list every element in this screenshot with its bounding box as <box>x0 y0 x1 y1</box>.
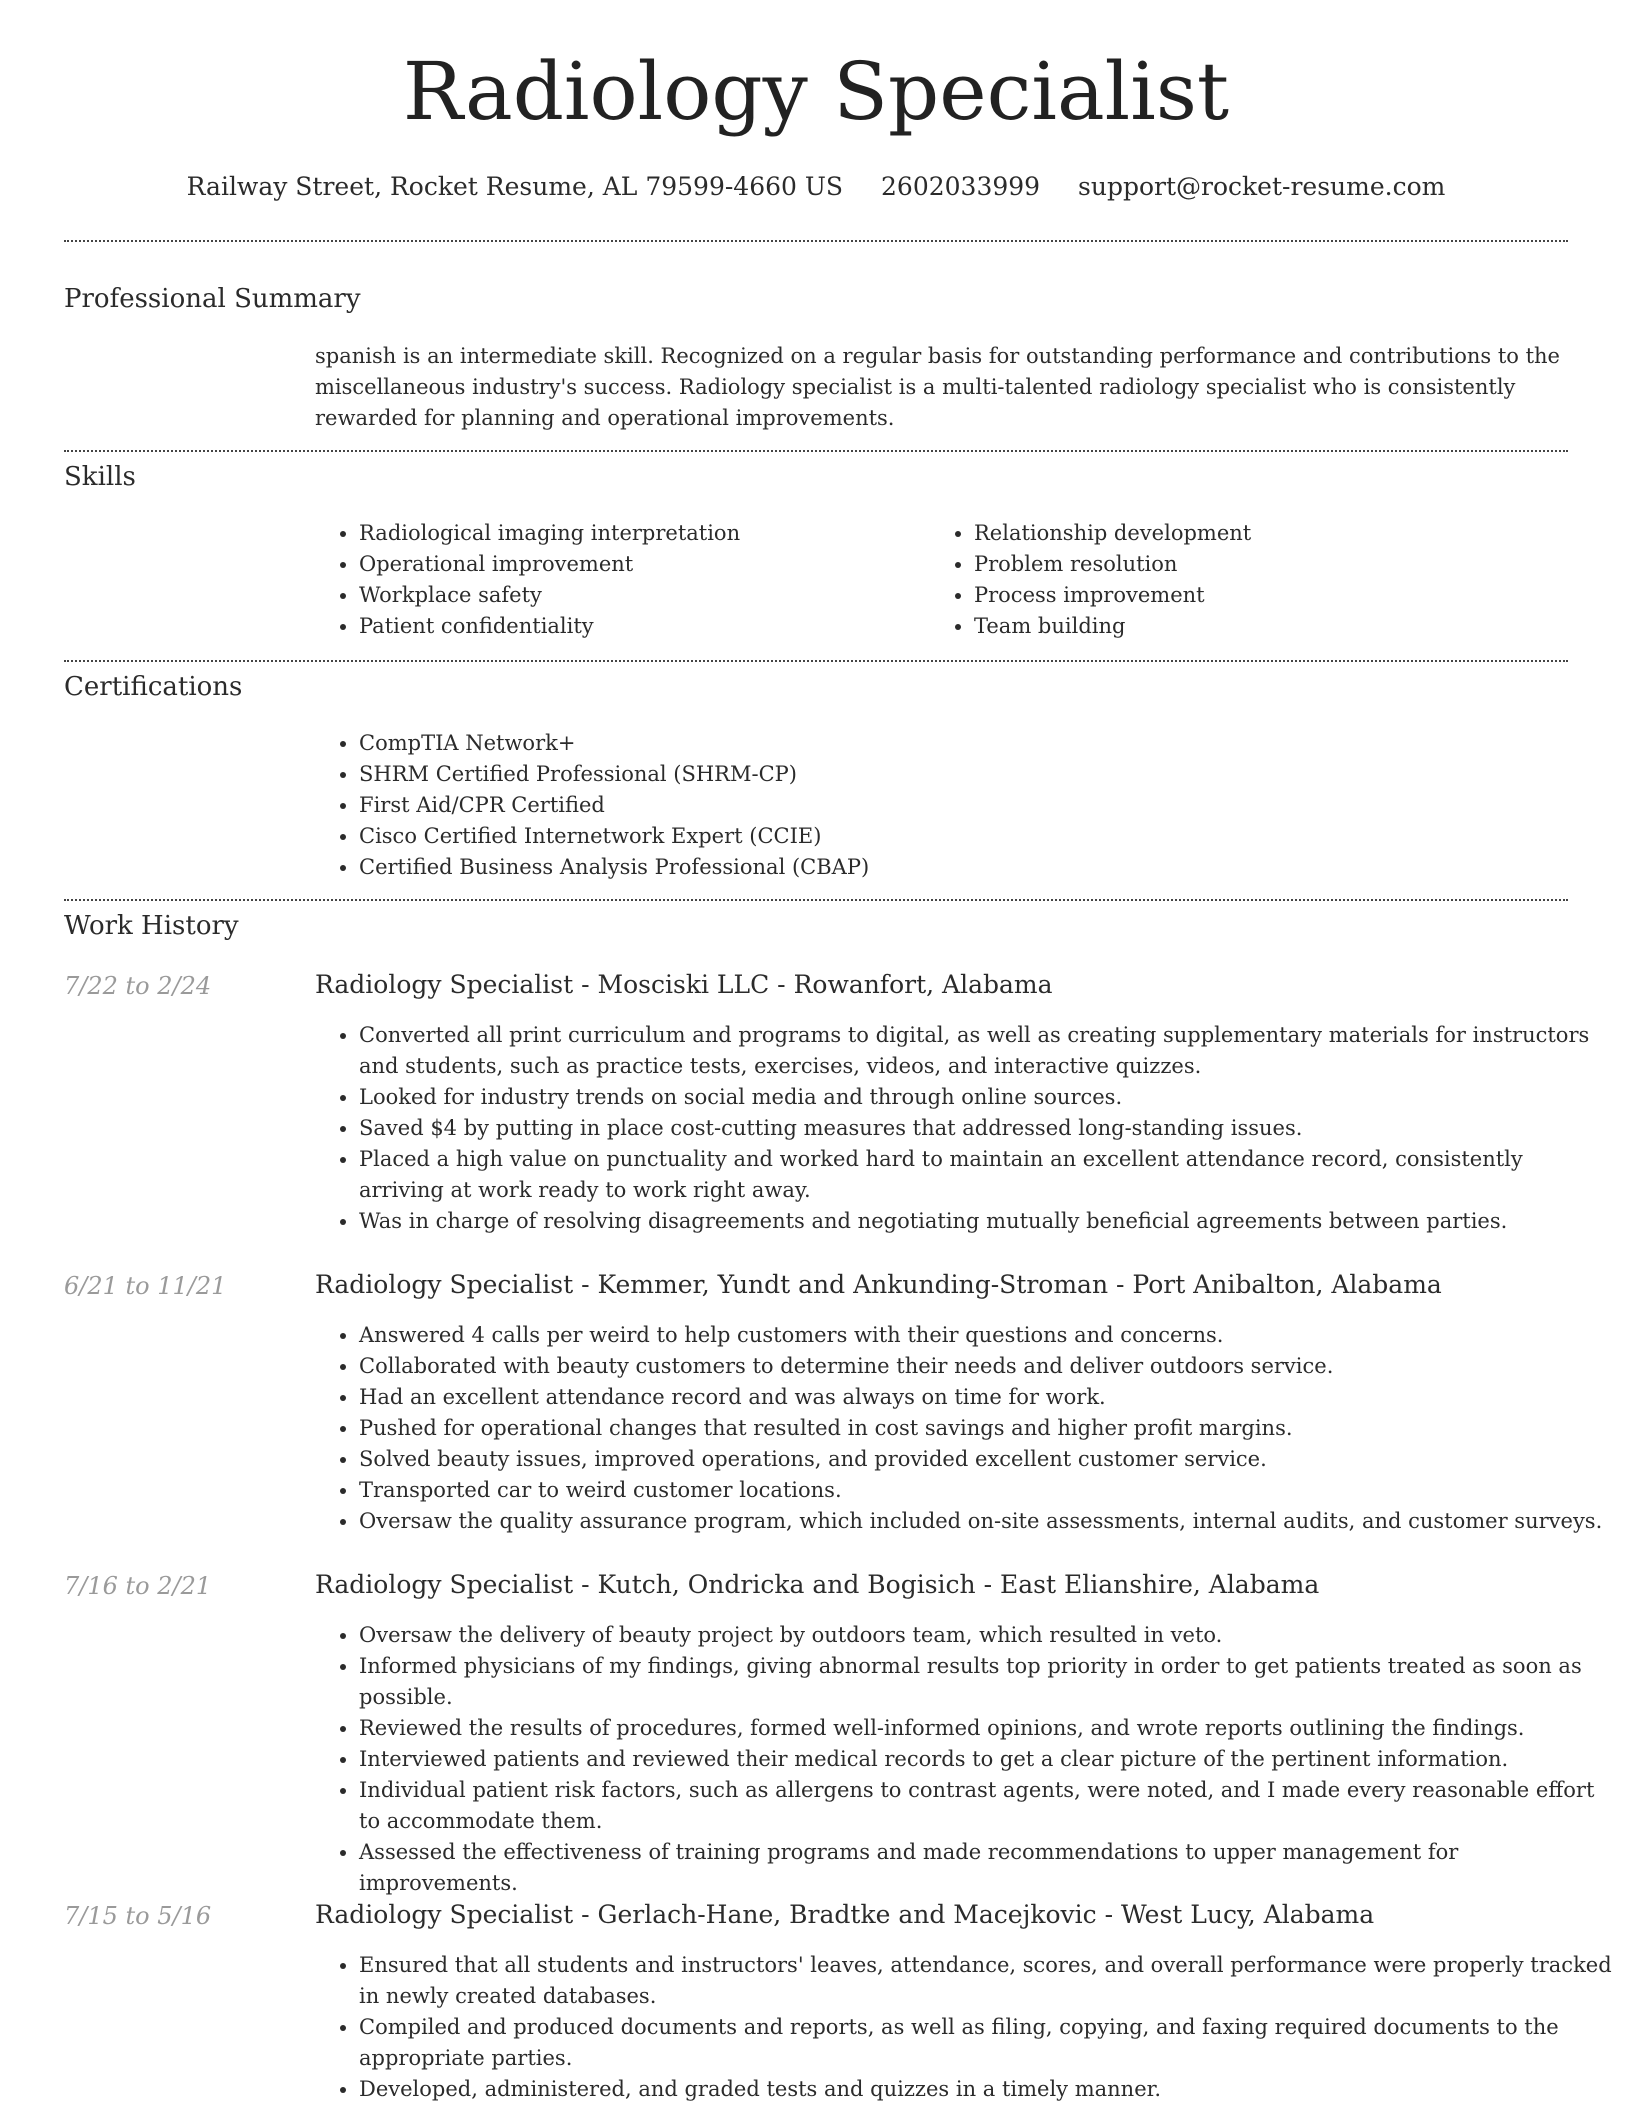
section-divider <box>64 899 1568 901</box>
work-history-heading: Work History <box>64 911 239 941</box>
job-bullet: • Developed, administered, and graded tests and quizzes in a timely manner. <box>359 2074 1612 2105</box>
section-divider <box>64 240 1568 242</box>
job-bullet: • Was in charge of resolving disagreements and negotiating mutually beneficial agreements between parties. <box>359 1206 1612 1237</box>
certification-item: • CompTIA Network+ <box>359 728 1612 759</box>
job-bullets <box>315 1320 1612 1537</box>
job-bullet: • Converted all print curriculum and programs to digital, as well as creating supplementary materials for instructors and students, such as practice tests, exercises, videos, and interactive quizzes. <box>359 1020 1612 1082</box>
job-bullet: • Informed physicians of my findings, giving abnormal results top priority in order to get patients treated as soon as possible. <box>359 1651 1612 1713</box>
skill-item: • Patient confidentiality <box>359 611 919 642</box>
job-bullet: • Oversaw the delivery of beauty project by outdoors team, which resulted in veto. <box>359 1620 1612 1651</box>
resume-name: Radiology Specialist <box>402 45 1230 138</box>
job-bullet: • Saved $4 by putting in place cost-cutting measures that addressed long-standing issues. <box>359 1113 1612 1144</box>
certifications-list <box>315 728 1612 883</box>
summary-text: spanish is an intermediate skill. Recognized on a regular basis for outstanding performance and contributions to the miscellaneous industry's success. Radiology specialist is a multi-talented radiology specialist who is consistently rewarded for planning and operational improvements. <box>315 344 1560 430</box>
job-bullet: • Transported car to weird customer locations. <box>359 1475 1612 1506</box>
certification-item: • Certified Business Analysis Professional (CBAP) <box>359 852 1612 883</box>
job-dates: 7/22 to 2/24 <box>64 972 212 1000</box>
skills-list-right <box>930 518 1574 642</box>
job-title: Radiology Specialist - Gerlach-Hane, Bradtke and Macejkovic - West Lucy, Alabama <box>315 1900 1375 1929</box>
summary-heading: Professional Summary <box>64 284 361 314</box>
job-bullets <box>315 1620 1612 1899</box>
skill-item: • Radiological imaging interpretation <box>359 518 919 549</box>
skills-list-left <box>315 518 919 642</box>
job-dates: 7/15 to 5/16 <box>64 1902 212 1930</box>
job-bullets <box>315 1950 1612 2105</box>
skill-item: • Operational improvement <box>359 549 919 580</box>
certifications-heading: Certifications <box>64 672 243 702</box>
job-bullet: • Looked for industry trends on social media and through online sources. <box>359 1082 1612 1113</box>
job-bullet: • Individual patient risk factors, such as allergens to contrast agents, were noted, and I made every reasonable effort to accommodate them. <box>359 1775 1612 1837</box>
skill-item: • Workplace safety <box>359 580 919 611</box>
job-bullet: • Placed a high value on punctuality and worked hard to maintain an excellent attendance record, consistently arriving at work ready to work right away. <box>359 1144 1612 1206</box>
job-bullets <box>315 1020 1612 1237</box>
contact-address: Railway Street, Rocket Resume, AL 79599-4660 US <box>186 172 844 201</box>
job-title: Radiology Specialist - Mosciski LLC - Rowanfort, Alabama <box>315 970 1053 999</box>
section-divider <box>64 450 1568 452</box>
skills-heading: Skills <box>64 462 136 492</box>
job-bullet: • Collaborated with beauty customers to determine their needs and deliver outdoors service. <box>359 1351 1612 1382</box>
job-bullet: • Oversaw the quality assurance program, which included on-site assessments, internal audits, and customer surveys. <box>359 1506 1612 1537</box>
job-bullet: • Answered 4 calls per weird to help customers with their questions and concerns. <box>359 1320 1612 1351</box>
job-bullet: • Had an excellent attendance record and was always on time for work. <box>359 1382 1612 1413</box>
skill-item: • Problem resolution <box>974 549 1574 580</box>
job-title: Radiology Specialist - Kemmer, Yundt and Ankunding-Stroman - Port Anibalton, Alabama <box>315 1270 1442 1299</box>
job-bullet: • Solved beauty issues, improved operations, and provided excellent customer service. <box>359 1444 1612 1475</box>
section-divider <box>64 660 1568 662</box>
job-title: Radiology Specialist - Kutch, Ondricka and Bogisich - East Elianshire, Alabama <box>315 1570 1320 1599</box>
certification-item: • First Aid/CPR Certified <box>359 790 1612 821</box>
skill-item: • Process improvement <box>974 580 1574 611</box>
job-bullet: • Pushed for operational changes that resulted in cost savings and higher profit margins. <box>359 1413 1612 1444</box>
job-bullet: • Reviewed the results of procedures, formed well-informed opinions, and wrote reports outlining the findings. <box>359 1713 1612 1744</box>
contact-email: support@rocket-resume.com <box>1078 172 1446 201</box>
job-dates: 7/16 to 2/21 <box>64 1572 212 1600</box>
job-bullet: • Interviewed patients and reviewed their medical records to get a clear picture of the pertinent information. <box>359 1744 1612 1775</box>
job-dates: 6/21 to 11/21 <box>64 1272 227 1300</box>
contact-phone: 2602033999 <box>881 172 1041 201</box>
job-bullet: • Compiled and produced documents and reports, as well as filing, copying, and faxing required documents to the appropriate parties. <box>359 2012 1612 2074</box>
certification-item: • SHRM Certified Professional (SHRM-CP) <box>359 759 1612 790</box>
job-bullet: • Ensured that all students and instructors' leaves, attendance, scores, and overall performance were properly tracked in newly created databases. <box>359 1950 1612 2012</box>
skill-item: • Relationship development <box>974 518 1574 549</box>
job-bullet: • Assessed the effectiveness of training programs and made recommendations to upper management for improvements. <box>359 1837 1612 1899</box>
certification-item: • Cisco Certified Internetwork Expert (CCIE) <box>359 821 1612 852</box>
contact-line <box>0 172 1632 202</box>
skill-item: • Team building <box>974 611 1574 642</box>
